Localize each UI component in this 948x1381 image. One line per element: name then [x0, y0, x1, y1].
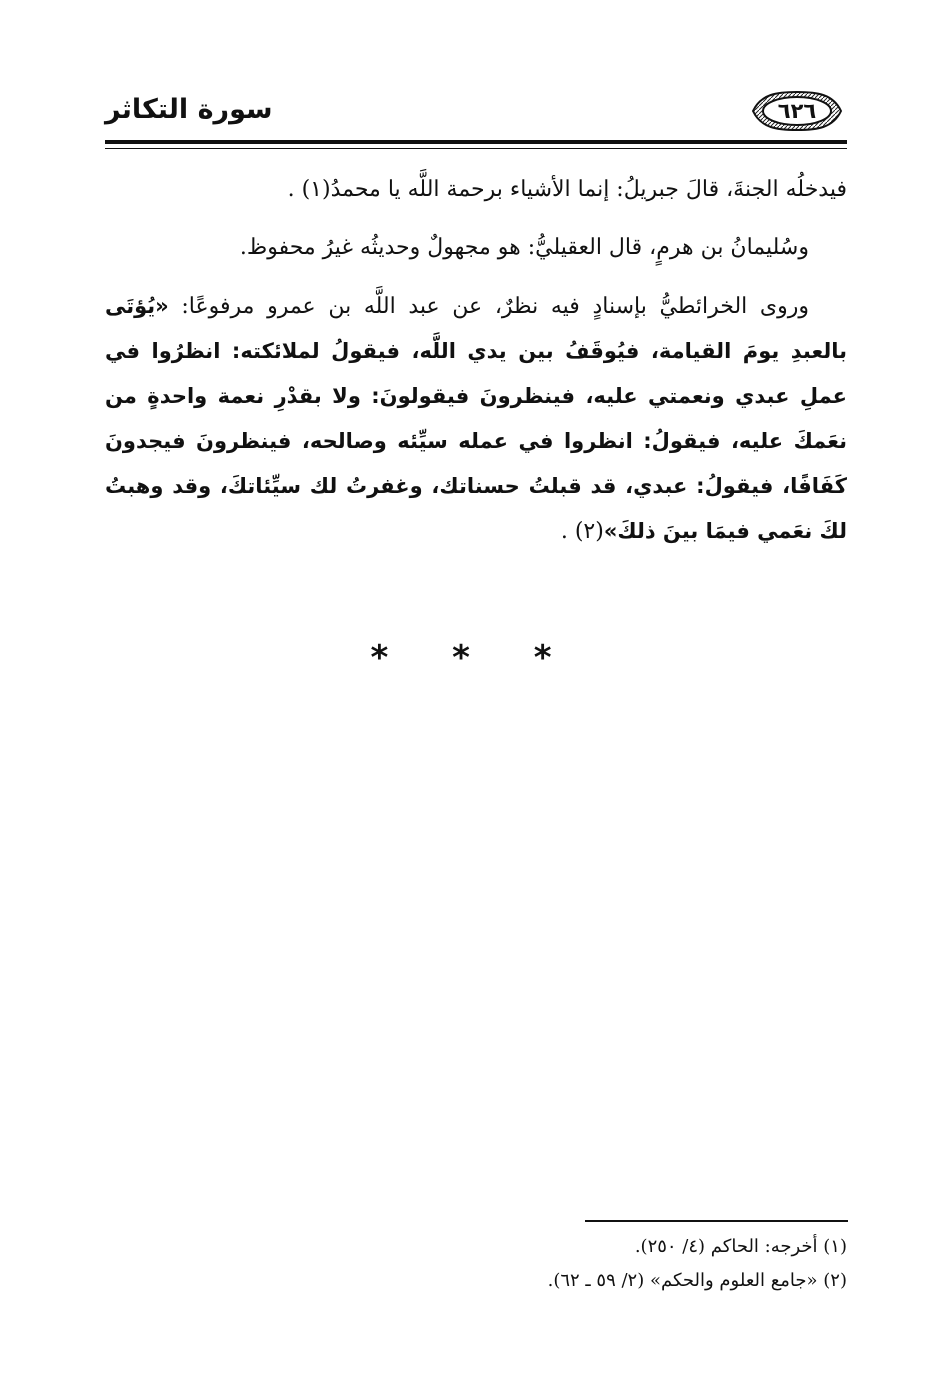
- header-rule-thin: [105, 148, 847, 149]
- paragraph-3: [105, 284, 847, 554]
- surah-title: سورة التكاثر: [105, 94, 273, 125]
- paragraph-3-end: (٢) .: [560, 519, 604, 544]
- footnote-rule: [585, 1220, 848, 1222]
- paragraph-1: فيدخلُه الجنةَ، قالَ جبريلُ: إنما الأشياء برحمة اللَّه يا محمدُ(١) .: [287, 177, 847, 202]
- page-header: [105, 90, 847, 140]
- page-number-ornament: [747, 90, 847, 132]
- page-number: ٦٢٦: [777, 99, 817, 123]
- footnotes: [105, 1230, 847, 1298]
- hadith-text: «يُؤتَى بالعبدِ يومَ القيامة، فيُوقَفُ بين يدي اللَّه، فيقولُ لملائكته: انظرُوا في عملِ عبدي ونعمتي عليه، فينظرونَ فيقولونَ: ولا بقدْرِ نعمة واحدةٍ من نعَمكَ عليه، فيقولُ: انظروا في عمله سيِّئه وصالحه، فينظرونَ فيجدونَ كَفَافًا، فيقولُ: عبدي، قد قبلتُ حسناتك، وغفرتُ لك سيِّئاتكَ، وقد وهبتُ لكَ نعَمي فيمَا بينَ ذلكَ»: [105, 294, 847, 543]
- main-text: [105, 168, 847, 554]
- paragraph-3-intro: وروى الخرائطيُّ بإسنادٍ فيه نظرٌ، عن عبد اللَّه بن عمرو مرفوعًا:: [168, 294, 809, 319]
- paragraph-2: وسُليمانُ بن هرمٍ، قال العقيليُّ: هو مجهولٌ وحديثُه غيرُ محفوظ.: [239, 235, 809, 260]
- footnote-1: (١) أخرجه: الحاكم (٤/ ٢٥٠).: [634, 1236, 847, 1257]
- section-separator: * * *: [370, 638, 578, 678]
- footnote-2: (٢) «جامع العلوم والحكم» (٢/ ٥٩ ـ ٦٢).: [547, 1270, 847, 1291]
- header-rule-thick: [105, 140, 847, 144]
